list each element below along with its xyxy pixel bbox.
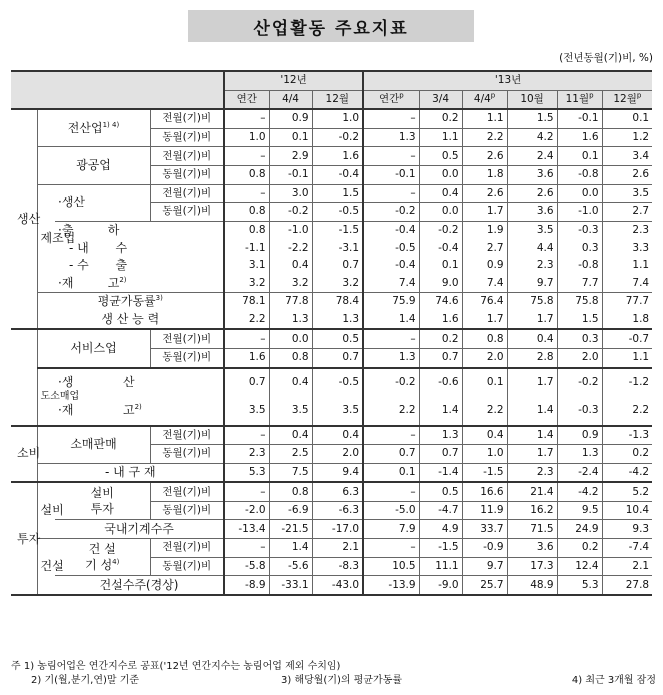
- indicator-table: [11, 70, 652, 596]
- value-cell: 0.5: [312, 329, 363, 348]
- value-cell: 17.3: [507, 557, 557, 576]
- value-cell: -2.2: [269, 239, 312, 257]
- value-cell: 1.0: [312, 109, 363, 128]
- row-construction-orders: 건설수주(경상): [99, 577, 179, 592]
- value-cell: -1.5: [462, 463, 507, 482]
- value-cell: 2.0: [312, 445, 363, 464]
- row-utilization: 평균가동률$^{3)}$: [37, 293, 224, 311]
- value-cell: 0.9: [462, 257, 507, 275]
- col-header: 10월: [507, 90, 557, 109]
- value-cell: 1.6: [419, 311, 462, 330]
- value-cell: 76.4: [462, 293, 507, 311]
- row-construction-done: 건 설 기 성$^{4)}$: [85, 542, 120, 573]
- value-cell: -0.1: [557, 109, 602, 128]
- value-cell: 0.1: [363, 463, 419, 482]
- value-cell: 1.7: [507, 311, 557, 330]
- value-cell: 3.4: [602, 147, 652, 166]
- value-cell: 0.1: [269, 128, 312, 147]
- group-construction: 건설: [37, 539, 55, 595]
- value-cell: 71.5: [507, 520, 557, 539]
- group-production: 생산: [17, 211, 41, 226]
- value-cell: 78.4: [312, 293, 363, 311]
- value-cell: -0.9: [462, 539, 507, 558]
- value-cell: 2.8: [507, 348, 557, 367]
- value-cell: -0.7: [602, 329, 652, 348]
- value-cell: -0.5: [312, 368, 363, 397]
- value-cell: 9.5: [557, 501, 602, 520]
- value-cell: 3.2: [269, 275, 312, 293]
- value-cell: 4.9: [419, 520, 462, 539]
- value-cell: -6.3: [312, 501, 363, 520]
- value-cell: 1.5: [557, 311, 602, 330]
- value-cell: -8.9: [224, 576, 269, 595]
- value-cell: 0.8: [224, 221, 269, 239]
- value-cell: 0.2: [419, 329, 462, 348]
- value-cell: 2.7: [602, 203, 652, 222]
- value-cell: 1.6: [557, 128, 602, 147]
- value-cell: -3.1: [312, 239, 363, 257]
- value-cell: 0.1: [462, 368, 507, 397]
- value-cell: -1.3: [602, 426, 652, 445]
- value-cell: -0.5: [363, 239, 419, 257]
- value-cell: –: [363, 482, 419, 501]
- value-cell: 1.3: [419, 426, 462, 445]
- value-cell: -5.6: [269, 557, 312, 576]
- value-cell: 5.3: [557, 576, 602, 595]
- value-cell: 2.7: [462, 239, 507, 257]
- value-cell: 1.0: [224, 128, 269, 147]
- value-cell: 1.7: [462, 203, 507, 222]
- value-cell: 2.5: [269, 445, 312, 464]
- value-cell: -0.8: [557, 165, 602, 184]
- value-cell: 2.2: [462, 397, 507, 426]
- value-cell: 0.4: [269, 257, 312, 275]
- group-manufacturing: 제조업: [37, 184, 55, 293]
- col-header: 11월$^p$: [557, 90, 602, 109]
- value-cell: 10.4: [602, 501, 652, 520]
- value-cell: 16.6: [462, 482, 507, 501]
- col-header: 12월: [312, 90, 363, 109]
- value-cell: -0.4: [363, 257, 419, 275]
- value-cell: -9.0: [419, 576, 462, 595]
- value-cell: -4.7: [419, 501, 462, 520]
- sub-yoy: 동월(기)비: [150, 348, 224, 367]
- value-cell: 3.5: [602, 184, 652, 203]
- value-cell: 9.4: [312, 463, 363, 482]
- value-cell: 48.9: [507, 576, 557, 595]
- row-ws-production: ·생 산: [58, 375, 135, 389]
- row-retail: 소매판매: [37, 426, 150, 464]
- value-cell: –: [224, 109, 269, 128]
- value-cell: 75.9: [363, 293, 419, 311]
- value-cell: 0.7: [363, 445, 419, 464]
- value-cell: -6.9: [269, 501, 312, 520]
- value-cell: 6.3: [312, 482, 363, 501]
- row-inventory: ·재 고$^{2)}$: [58, 275, 127, 290]
- value-cell: 7.4: [462, 275, 507, 293]
- value-cell: 2.3: [602, 221, 652, 239]
- value-cell: 0.4: [419, 184, 462, 203]
- value-cell: 2.1: [312, 539, 363, 558]
- value-cell: 1.4: [363, 311, 419, 330]
- value-cell: 1.7: [507, 368, 557, 397]
- footnote-4: 4) 최근 3개월 잠정: [571, 675, 656, 686]
- value-cell: -0.2: [419, 221, 462, 239]
- value-cell: 2.4: [507, 147, 557, 166]
- header-year-2013: '13년: [363, 71, 652, 90]
- value-cell: 33.7: [462, 520, 507, 539]
- value-cell: 2.1: [602, 557, 652, 576]
- value-cell: 2.9: [269, 147, 312, 166]
- col-header: 연간: [224, 90, 269, 109]
- value-cell: 7.5: [269, 463, 312, 482]
- value-cell: –: [363, 109, 419, 128]
- value-cell: -1.1: [224, 239, 269, 257]
- value-cell: 2.2: [602, 397, 652, 426]
- value-cell: 0.9: [269, 109, 312, 128]
- value-cell: 1.7: [507, 445, 557, 464]
- sub-mom: 전월(기)비: [150, 184, 224, 203]
- value-cell: -13.4: [224, 520, 269, 539]
- sub-yoy: 동월(기)비: [150, 203, 224, 222]
- sub-yoy: 동월(기)비: [150, 501, 224, 520]
- value-cell: 5.3: [224, 463, 269, 482]
- value-cell: -13.9: [363, 576, 419, 595]
- value-cell: 3.6: [507, 539, 557, 558]
- value-cell: 9.7: [507, 275, 557, 293]
- value-cell: 1.4: [419, 397, 462, 426]
- value-cell: 1.5: [312, 184, 363, 203]
- footnote-2: 2) 기(월,분기,연)말 기준: [31, 675, 140, 686]
- value-cell: 2.0: [557, 348, 602, 367]
- value-cell: 11.1: [419, 557, 462, 576]
- value-cell: -43.0: [312, 576, 363, 595]
- value-cell: -1.5: [312, 221, 363, 239]
- value-cell: 2.6: [462, 184, 507, 203]
- value-cell: 0.0: [557, 184, 602, 203]
- value-cell: 3.3: [602, 239, 652, 257]
- value-cell: -21.5: [269, 520, 312, 539]
- sub-yoy: 동월(기)비: [150, 445, 224, 464]
- value-cell: 9.7: [462, 557, 507, 576]
- value-cell: –: [363, 539, 419, 558]
- sub-mom: 전월(기)비: [150, 329, 224, 348]
- col-header: 4/4$^p$: [462, 90, 507, 109]
- value-cell: 0.8: [462, 329, 507, 348]
- value-cell: 0.7: [224, 368, 269, 397]
- value-cell: 0.7: [419, 445, 462, 464]
- value-cell: 0.4: [269, 368, 312, 397]
- value-cell: 12.4: [557, 557, 602, 576]
- value-cell: 2.3: [507, 463, 557, 482]
- value-cell: 1.6: [312, 147, 363, 166]
- value-cell: 7.7: [557, 275, 602, 293]
- value-cell: 1.1: [602, 257, 652, 275]
- value-cell: -0.3: [557, 221, 602, 239]
- value-cell: -8.3: [312, 557, 363, 576]
- value-cell: 1.3: [312, 311, 363, 330]
- value-cell: 25.7: [462, 576, 507, 595]
- value-cell: -2.4: [557, 463, 602, 482]
- value-cell: –: [363, 184, 419, 203]
- value-cell: 7.9: [363, 520, 419, 539]
- value-cell: 0.8: [224, 165, 269, 184]
- value-cell: 0.7: [419, 348, 462, 367]
- value-cell: –: [224, 482, 269, 501]
- value-cell: -0.4: [312, 165, 363, 184]
- value-cell: 77.8: [269, 293, 312, 311]
- row-all-industry: 전산업$^{1) 4)}$: [37, 109, 150, 147]
- value-cell: -4.2: [557, 482, 602, 501]
- value-cell: 2.6: [602, 165, 652, 184]
- value-cell: 0.7: [312, 348, 363, 367]
- value-cell: -0.1: [363, 165, 419, 184]
- value-cell: 0.1: [602, 109, 652, 128]
- value-cell: 1.3: [557, 445, 602, 464]
- value-cell: 75.8: [557, 293, 602, 311]
- value-cell: 0.7: [312, 257, 363, 275]
- value-cell: 3.2: [224, 275, 269, 293]
- sub-mom: 전월(기)비: [150, 482, 224, 501]
- value-cell: -0.3: [557, 397, 602, 426]
- value-cell: 0.9: [557, 426, 602, 445]
- value-cell: 3.2: [312, 275, 363, 293]
- value-cell: 2.3: [507, 257, 557, 275]
- value-cell: –: [224, 539, 269, 558]
- value-cell: -0.2: [312, 128, 363, 147]
- value-cell: 2.2: [462, 128, 507, 147]
- value-cell: 3.5: [269, 397, 312, 426]
- value-cell: 3.5: [224, 397, 269, 426]
- value-cell: -0.2: [557, 368, 602, 397]
- value-cell: 21.4: [507, 482, 557, 501]
- value-cell: -0.4: [363, 221, 419, 239]
- value-cell: 0.4: [507, 329, 557, 348]
- value-cell: 0.8: [269, 348, 312, 367]
- value-cell: -5.8: [224, 557, 269, 576]
- value-cell: 2.3: [224, 445, 269, 464]
- value-cell: 3.6: [507, 165, 557, 184]
- value-cell: 75.8: [507, 293, 557, 311]
- group-wholesale-retail: 도소매업: [37, 368, 55, 426]
- value-cell: 1.5: [507, 109, 557, 128]
- value-cell: 1.2: [602, 128, 652, 147]
- value-cell: –: [224, 147, 269, 166]
- value-cell: –: [363, 147, 419, 166]
- row-equipment-investment: 설비 투자: [90, 486, 114, 517]
- footnote-1: 주 1) 농림어업은 연간지수로 공표('12년 연간지수는 농림어업 제외 수치임): [11, 661, 341, 672]
- row-ws-inventory: ·재 고$^{2)}$: [58, 403, 142, 417]
- value-cell: -1.4: [419, 463, 462, 482]
- value-cell: 77.7: [602, 293, 652, 311]
- value-cell: 0.0: [419, 165, 462, 184]
- sub-mom: 전월(기)비: [150, 147, 224, 166]
- value-cell: 1.1: [602, 348, 652, 367]
- value-cell: 7.4: [363, 275, 419, 293]
- value-cell: 1.6: [224, 348, 269, 367]
- value-cell: -1.2: [602, 368, 652, 397]
- value-cell: 0.1: [557, 147, 602, 166]
- col-header: 3/4: [419, 90, 462, 109]
- value-cell: -0.6: [419, 368, 462, 397]
- value-cell: 2.2: [224, 311, 269, 330]
- value-cell: 0.8: [224, 203, 269, 222]
- value-cell: 5.2: [602, 482, 652, 501]
- col-header: 4/4: [269, 90, 312, 109]
- row-machinery-orders: 국내기계수주: [104, 521, 174, 536]
- value-cell: 3.5: [507, 221, 557, 239]
- value-cell: 0.4: [269, 426, 312, 445]
- row-mining: 광공업: [37, 147, 150, 184]
- sub-mom: 전월(기)비: [150, 426, 224, 445]
- value-cell: 1.3: [363, 128, 419, 147]
- value-cell: 24.9: [557, 520, 602, 539]
- value-cell: -0.5: [312, 203, 363, 222]
- sub-yoy: 동월(기)비: [150, 165, 224, 184]
- sub-mom: 전월(기)비: [150, 539, 224, 558]
- row-capacity: 생 산 능 력: [37, 311, 224, 330]
- value-cell: 4.4: [507, 239, 557, 257]
- value-cell: 9.3: [602, 520, 652, 539]
- value-cell: 0.2: [602, 445, 652, 464]
- row-mfg-production: ·생산: [58, 195, 85, 210]
- header-year-2012: '12년: [224, 71, 363, 90]
- value-cell: -0.2: [269, 203, 312, 222]
- value-cell: -1.0: [557, 203, 602, 222]
- row-export: - 수 출: [69, 258, 128, 273]
- value-cell: 1.4: [269, 539, 312, 558]
- value-cell: 3.5: [312, 397, 363, 426]
- value-cell: -2.0: [224, 501, 269, 520]
- value-cell: –: [224, 329, 269, 348]
- value-cell: -0.4: [419, 239, 462, 257]
- value-cell: –: [224, 426, 269, 445]
- value-cell: 1.3: [363, 348, 419, 367]
- value-cell: 1.7: [462, 311, 507, 330]
- value-cell: 1.9: [462, 221, 507, 239]
- row-domestic: - 내 수: [69, 240, 128, 255]
- unit-label: (전년동월(기)비, %): [559, 52, 653, 64]
- row-service: 서비스업: [37, 329, 150, 367]
- value-cell: 0.3: [557, 329, 602, 348]
- value-cell: 1.0: [462, 445, 507, 464]
- value-cell: 4.2: [507, 128, 557, 147]
- value-cell: -7.4: [602, 539, 652, 558]
- value-cell: –: [363, 426, 419, 445]
- row-shipment: ·출 하: [58, 223, 120, 238]
- value-cell: 2.2: [363, 397, 419, 426]
- value-cell: 1.8: [602, 311, 652, 330]
- footnote-3: 3) 해당월(기)의 평균가동률: [281, 675, 403, 686]
- value-cell: 10.5: [363, 557, 419, 576]
- value-cell: 0.3: [557, 239, 602, 257]
- value-cell: -0.2: [363, 203, 419, 222]
- value-cell: -0.1: [269, 165, 312, 184]
- col-header: 12월$^p$: [602, 90, 652, 109]
- group-equipment: 설비: [37, 482, 55, 538]
- value-cell: 3.1: [224, 257, 269, 275]
- value-cell: -1.0: [269, 221, 312, 239]
- value-cell: 2.6: [507, 184, 557, 203]
- value-cell: 0.4: [462, 426, 507, 445]
- row-durable: - 내 구 재: [37, 463, 224, 482]
- value-cell: 78.1: [224, 293, 269, 311]
- value-cell: 0.1: [419, 257, 462, 275]
- value-cell: 11.9: [462, 501, 507, 520]
- value-cell: 1.1: [462, 109, 507, 128]
- value-cell: -1.5: [419, 539, 462, 558]
- value-cell: 0.0: [269, 329, 312, 348]
- footnotes: [11, 660, 656, 688]
- value-cell: 0.4: [312, 426, 363, 445]
- value-cell: 2.0: [462, 348, 507, 367]
- value-cell: 1.4: [507, 397, 557, 426]
- value-cell: -17.0: [312, 520, 363, 539]
- value-cell: 9.0: [419, 275, 462, 293]
- value-cell: -0.8: [557, 257, 602, 275]
- sub-mom: 전월(기)비: [150, 109, 224, 128]
- sub-yoy: 동월(기)비: [150, 128, 224, 147]
- value-cell: 0.2: [419, 109, 462, 128]
- value-cell: 16.2: [507, 501, 557, 520]
- value-cell: 1.3: [269, 311, 312, 330]
- value-cell: 0.5: [419, 482, 462, 501]
- value-cell: 3.6: [507, 203, 557, 222]
- group-investment: 투자: [17, 531, 41, 546]
- value-cell: 3.0: [269, 184, 312, 203]
- sub-yoy: 동월(기)비: [150, 557, 224, 576]
- value-cell: 0.8: [269, 482, 312, 501]
- value-cell: 7.4: [602, 275, 652, 293]
- value-cell: 2.6: [462, 147, 507, 166]
- value-cell: -5.0: [363, 501, 419, 520]
- value-cell: 27.8: [602, 576, 652, 595]
- value-cell: 0.2: [557, 539, 602, 558]
- value-cell: 0.5: [419, 147, 462, 166]
- page-title: 산업활동 주요지표: [188, 10, 474, 42]
- value-cell: -0.2: [363, 368, 419, 397]
- value-cell: 1.1: [419, 128, 462, 147]
- value-cell: 1.4: [507, 426, 557, 445]
- col-header: 연간$^p$: [363, 90, 419, 109]
- value-cell: 1.8: [462, 165, 507, 184]
- value-cell: –: [363, 329, 419, 348]
- value-cell: -33.1: [269, 576, 312, 595]
- value-cell: 74.6: [419, 293, 462, 311]
- value-cell: 0.0: [419, 203, 462, 222]
- value-cell: –: [224, 184, 269, 203]
- group-consumption: 소비: [17, 446, 41, 461]
- value-cell: -4.2: [602, 463, 652, 482]
